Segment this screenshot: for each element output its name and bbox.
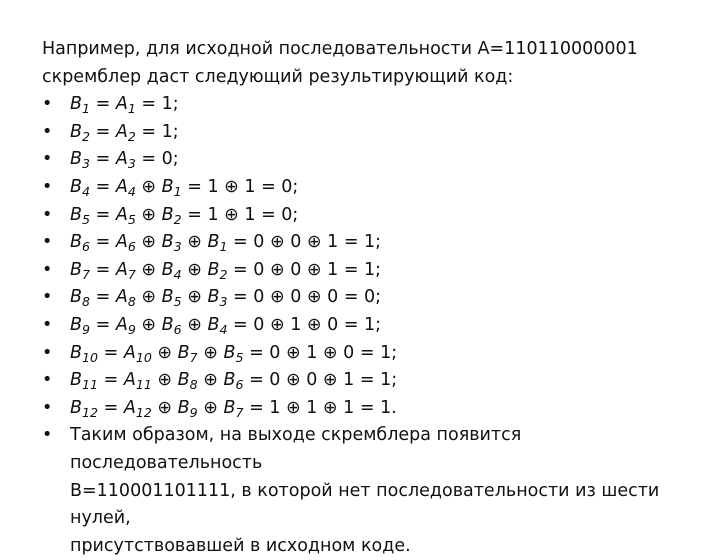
bullet-icon: • [42, 204, 53, 225]
formula-text: $B_5 = A_5$ ⊕ $B_2 = 1$ ⊕ 1 = 0; [70, 204, 299, 227]
bullet-icon: • [42, 121, 53, 142]
formula-item [42, 367, 702, 395]
formula-item [42, 340, 702, 368]
formula-text: $B_6 = A_6$ ⊕ $B_3$ ⊕ $B_1 = 0$ ⊕ 0 ⊕ 1 = 1; [70, 232, 382, 254]
formula-item [42, 257, 702, 285]
bullet-icon: • [42, 232, 53, 253]
bullet-icon: • [42, 314, 53, 335]
bullet-icon: • [42, 397, 53, 418]
formula-item [42, 312, 702, 340]
conclusion-line-1: Таким образом, на выходе скремблера появится последовательность [70, 425, 522, 473]
formula-item [42, 395, 702, 423]
conclusion-line-2: B=110001101111, в которой нет последовательности из шести нулей, [70, 480, 660, 529]
bullet-icon: • [42, 287, 53, 308]
formula-text: $B_2 = A_2 = 1$; [70, 121, 179, 144]
bullet-icon: • [42, 94, 53, 115]
formula-item [42, 119, 702, 147]
formula-item [42, 229, 702, 257]
formula-text: $B_8 = A_8$ ⊕ $B_5$ ⊕ $B_3 = 0$ ⊕ 0 ⊕ 0 = 0; [70, 287, 382, 310]
slide-content [42, 36, 702, 560]
bullet-icon: • [42, 176, 53, 197]
formula-text: $B_{12} = A_{12}$ ⊕ $B_9$ ⊕ $B_7 = 1$ ⊕ 1 ⊕ 1 = 1. [70, 397, 397, 420]
conclusion-line-3: присутствовавшей в исходном коде. [70, 535, 411, 556]
intro-line-1: Например, для исходной последовательности A=110110000001 [42, 39, 638, 59]
formula-text: $B_4 = A_4$ ⊕ $B_1 = 1$ ⊕ 1 = 0; [70, 176, 299, 199]
bullet-icon: • [42, 342, 53, 363]
formula-list [42, 91, 702, 560]
formula-item [42, 174, 702, 202]
formula-text: $B_1 = A_1 = 1$; [70, 94, 179, 116]
bullet-icon: • [42, 259, 53, 280]
bullet-icon: • [42, 370, 53, 391]
formula-text: $B_9 = A_9$ ⊕ $B_6$ ⊕ $B_4 = 0$ ⊕ 1 ⊕ 0 = 1; [70, 314, 382, 337]
formula-item [42, 91, 702, 119]
conclusion-text [70, 422, 702, 560]
formula-text: $B_{10} = A_{10}$ ⊕ $B_7$ ⊕ $B_5 = 0$ ⊕ 1 ⊕ 0 = 1; [70, 342, 398, 365]
conclusion-item [42, 422, 702, 560]
formula-item [42, 202, 702, 230]
formula-item [42, 284, 702, 312]
bullet-icon: • [42, 149, 53, 170]
formula-text: $B_7 = A_7$ ⊕ $B_4$ ⊕ $B_2 = 0$ ⊕ 0 ⊕ 1 = 1; [70, 259, 382, 282]
formula-item [42, 146, 702, 174]
formula-text: $B_3 = A_3 = 0$; [70, 149, 179, 172]
bullet-icon: • [42, 425, 53, 446]
formula-text: $B_{11} = A_{11}$ ⊕ $B_8$ ⊕ $B_6 = 0$ ⊕ 0 ⊕ 1 = 1; [70, 370, 398, 392]
intro-line-2: скремблер даст следующий результирующий код: [42, 66, 514, 87]
